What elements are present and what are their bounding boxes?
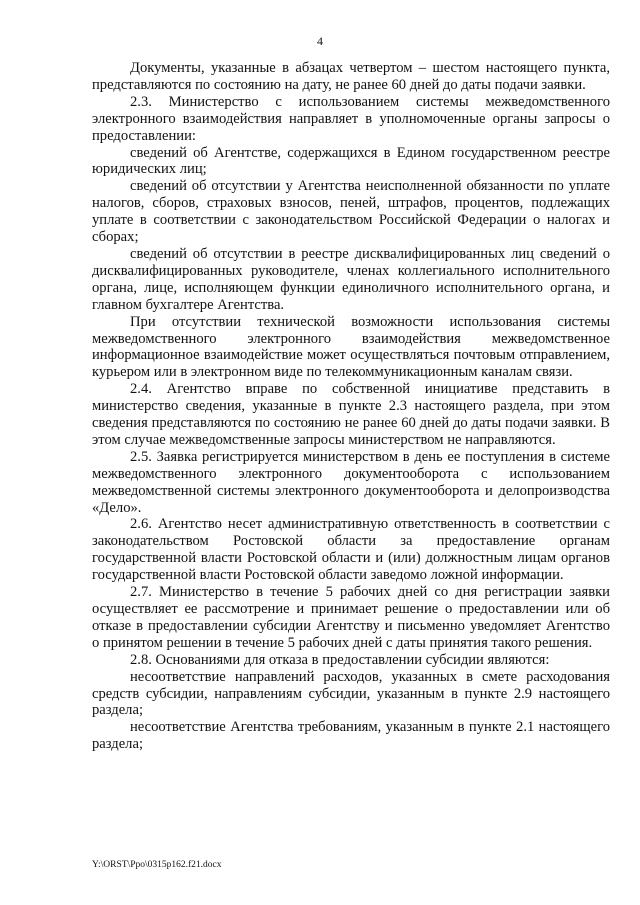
footer-file-path: Y:\ORST\Ppo\0315p162.f21.docx xyxy=(92,860,222,870)
paragraph-2-4: 2.4. Агентство вправе по собственной инициативе представить в министерство сведения, указанные в пункте 2.3 настоящего раздела, при этом сведения представляются по состоянию не ранее 60 дней до даты подачи заявки. В этом случае межведомственные запросы министерством не направляются. xyxy=(92,381,610,448)
page-number: 4 xyxy=(317,34,323,48)
paragraph-2-8: 2.8. Основаниями для отказа в предоставлении субсидии являются: xyxy=(130,651,550,668)
paragraph-disqualified-persons: сведений об отсутствии в реестре дисквалифицированных лиц сведений о дисквалифицированных руководителе, членах коллегиального исполнительного органа, лице, исполняющем функции единоличного исполнительного органа, и главном бухгалтере Агентства. xyxy=(92,245,610,313)
paragraph-2-3: 2.3. Министерство с использованием системы межведомственного электронного взаимодействия направляет в уполномоченные органы запросы о предоставлении: xyxy=(92,93,610,144)
paragraph-tax-obligations: сведений об отсутствии у Агентства неисполненной обязанности по уплате налогов, сборов, страховых взносов, пеней, штрафов, процентов, подлежащих уплате в соответствии с законодательством Российской Федерации о налогах и сборах; xyxy=(92,178,610,246)
paragraph-documents-date: Документы, указанные в абзацах четвертом – шестом настоящего пункта, представляются по состоянию на дату, не ранее 60 дней до даты подачи заявки. xyxy=(92,60,610,93)
paragraph-agency-mismatch: несоответствие Агентства требованиям, указанным в пункте 2.1 настоящего раздела; xyxy=(92,719,610,753)
paragraph-2-5: 2.5. Заявка регистрируется министерством в день ее поступления в системе межведомственного электронного документооборота с использованием межведомственной системы электронного документооборота и делопроизводства «Дело». xyxy=(92,448,610,516)
document-body xyxy=(92,60,610,753)
paragraph-egrul: сведений об Агентстве, содержащихся в Едином государственном реестре юридических лиц; xyxy=(92,144,610,178)
paragraph-no-technical-possibility: При отсутствии технической возможности использования системы межведомственного электронного взаимодействия межведомственное информационное взаимодействие может осуществляться почтовым отправлением, курьером или в электронном виде по телекоммуникационным каналам связи. xyxy=(92,313,610,381)
paragraph-2-6: 2.6. Агентство несет административную ответственность в соответствии с законодательством Ростовской области за предоставление органам государственной власти Ростовской области и (или) должностным лицам органов государственной власти Ростовской области заведомо ложной информации. xyxy=(92,516,610,584)
paragraph-expense-mismatch: несоответствие направлений расходов, указанных в смете расходования средств субсидии, направлениям субсидии, указанным в пункте 2.9 настоящего раздела; xyxy=(92,668,610,719)
paragraph-2-7: 2.7. Министерство в течение 5 рабочих дней со дня регистрации заявки осуществляет ее рассмотрение и принимает решение о предоставлении или об отказе в предоставлении субсидии Агентству и письменно уведомляет Агентство о принятом решении в течение 5 рабочих дней с даты принятия такого решения. xyxy=(92,584,610,651)
